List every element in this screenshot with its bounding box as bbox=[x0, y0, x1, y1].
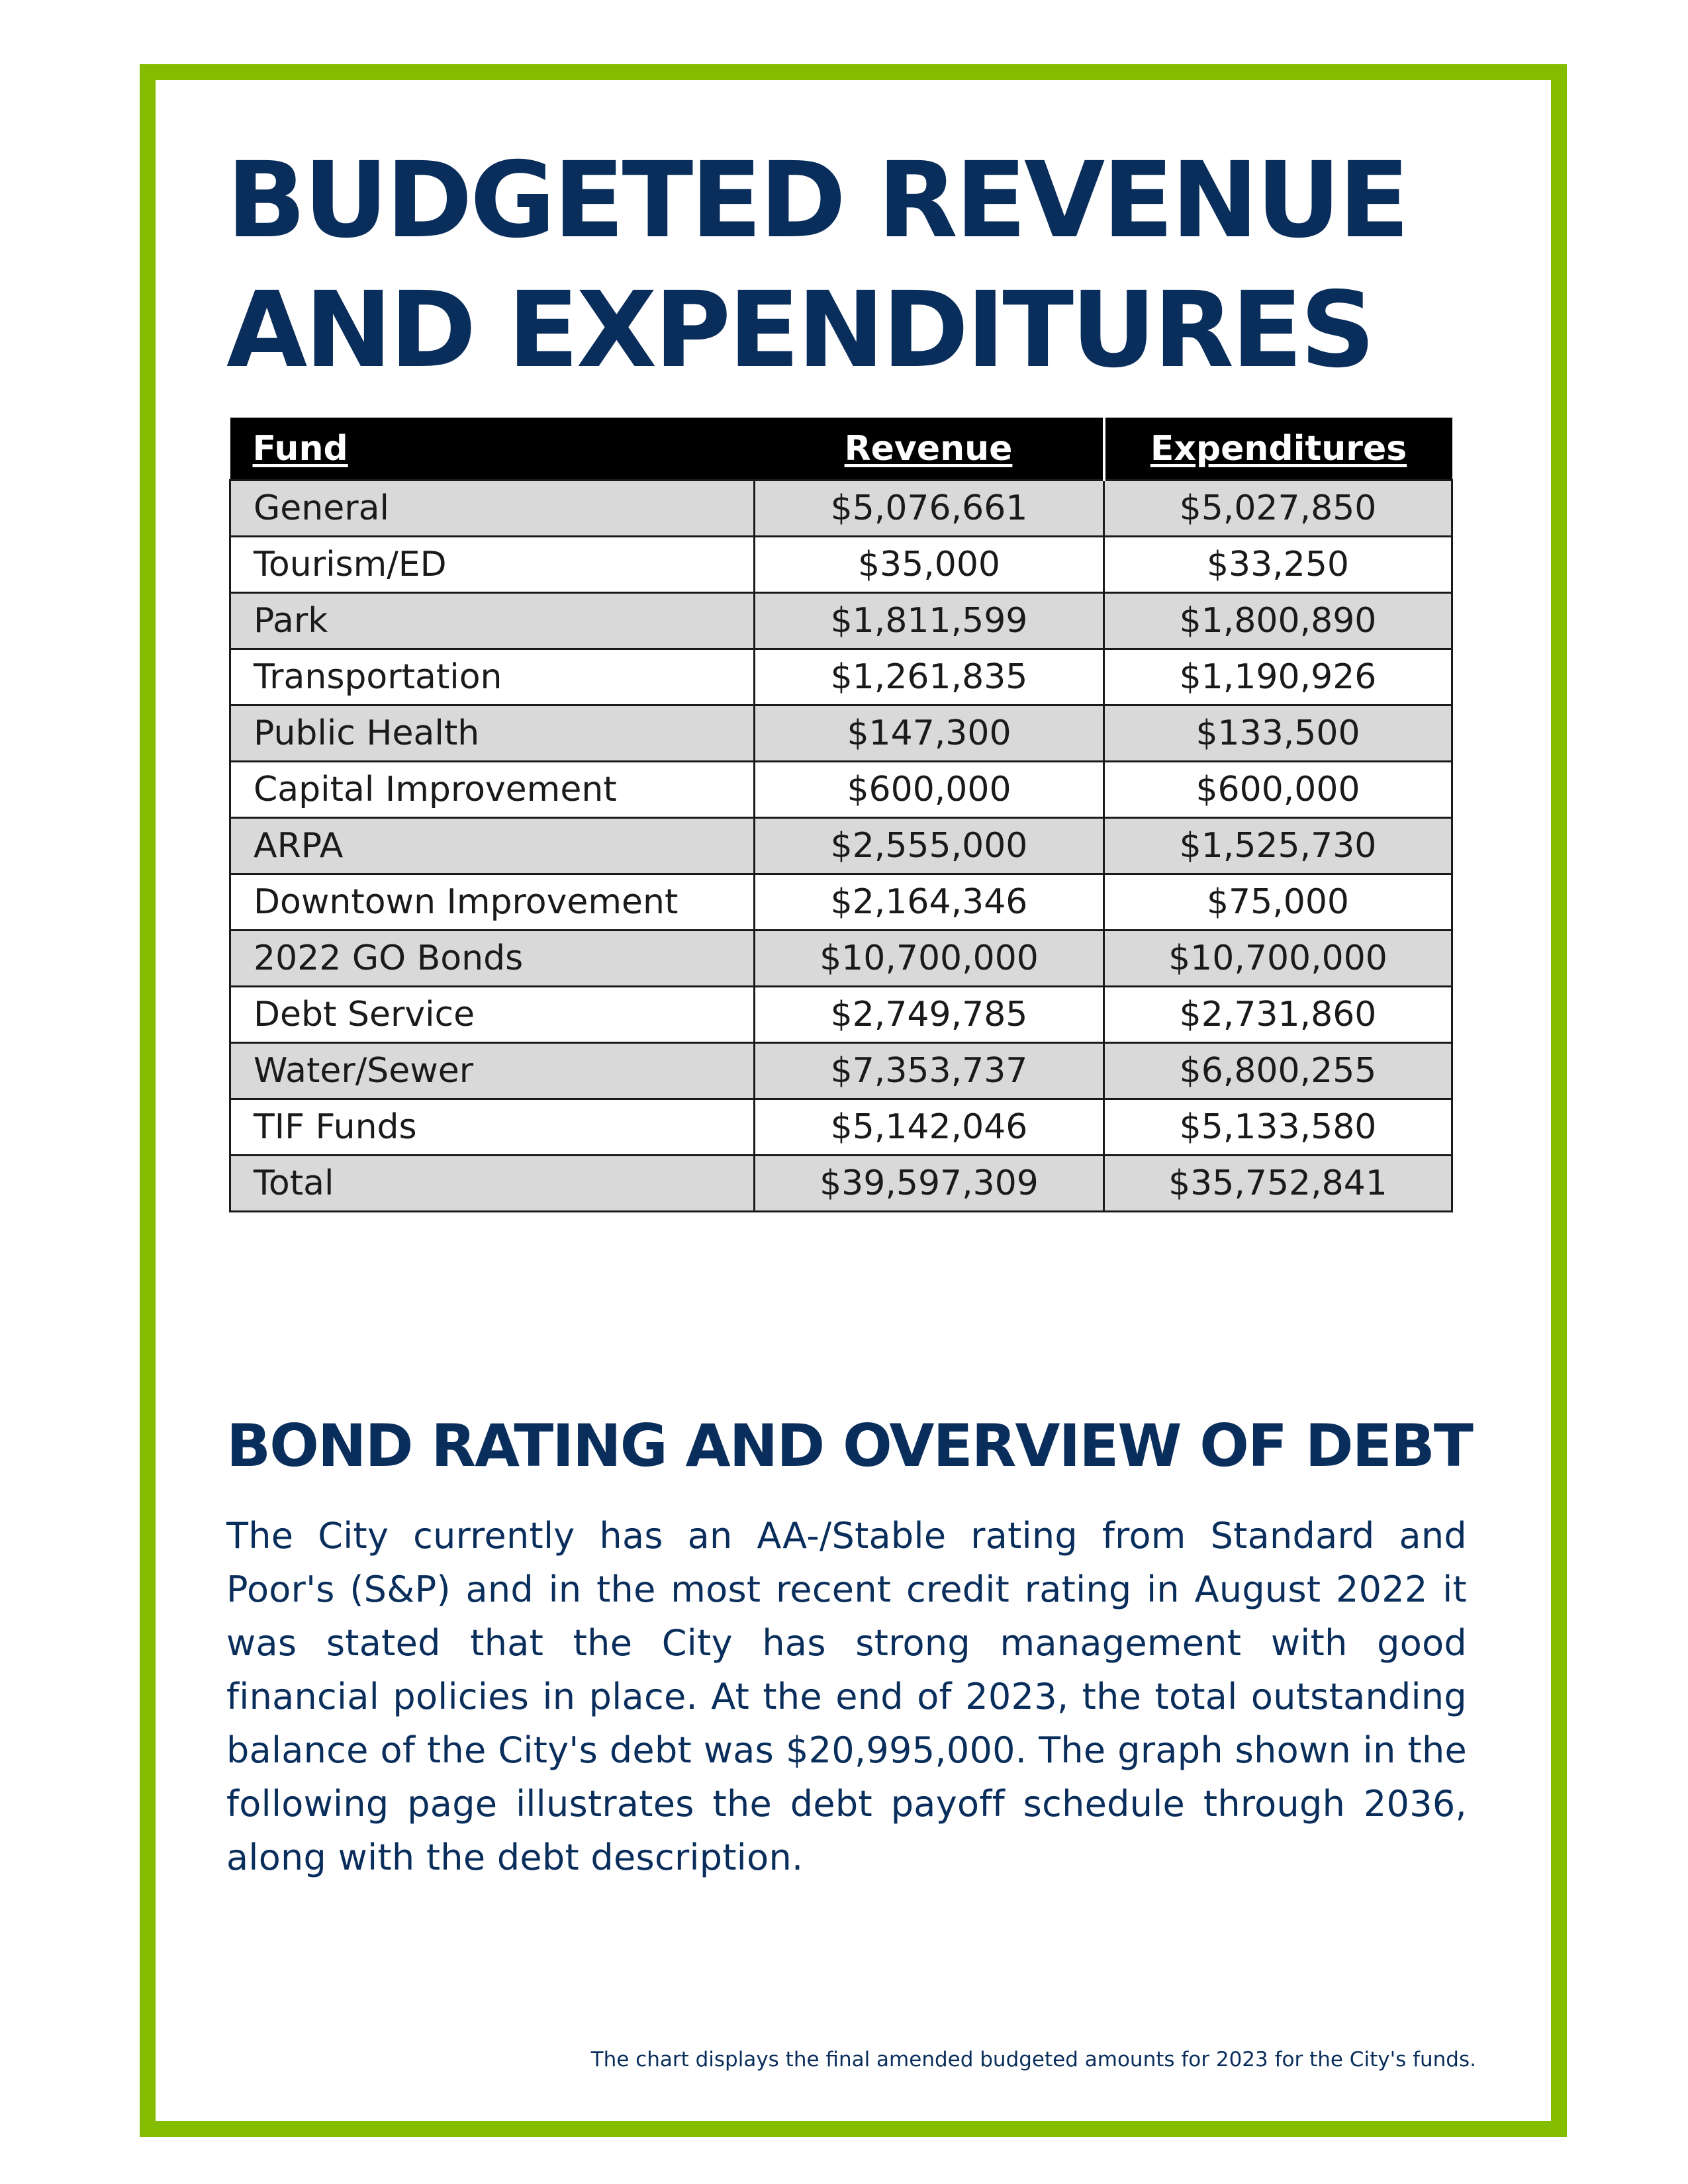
cell-revenue: $2,164,346 bbox=[755, 874, 1104, 931]
table-row bbox=[230, 1099, 1452, 1156]
cell-revenue: $2,749,785 bbox=[755, 987, 1104, 1043]
chart-footnote: The chart displays the final amended budgeted amounts for 2023 for the City's funds. bbox=[590, 2048, 1476, 2071]
cell-revenue: $600,000 bbox=[755, 762, 1104, 818]
cell-fund: Downtown Improvement bbox=[230, 874, 755, 931]
cell-revenue: $35,000 bbox=[755, 537, 1104, 593]
cell-expenditures: $2,731,860 bbox=[1104, 987, 1452, 1043]
budget-table bbox=[229, 418, 1453, 1212]
cell-revenue: $5,142,046 bbox=[755, 1099, 1104, 1156]
table-row bbox=[230, 537, 1452, 593]
table-row bbox=[230, 762, 1452, 818]
cell-expenditures: $600,000 bbox=[1104, 762, 1452, 818]
table-row bbox=[230, 649, 1452, 705]
cell-revenue: $10,700,000 bbox=[755, 931, 1104, 987]
cell-expenditures: $5,027,850 bbox=[1104, 480, 1452, 537]
cell-fund: General bbox=[230, 480, 755, 537]
cell-expenditures: $33,250 bbox=[1104, 537, 1452, 593]
table-row bbox=[230, 874, 1452, 931]
cell-fund: ARPA bbox=[230, 818, 755, 874]
table-row bbox=[230, 593, 1452, 649]
cell-fund: Capital Improvement bbox=[230, 762, 755, 818]
cell-fund: 2022 GO Bonds bbox=[230, 931, 755, 987]
cell-expenditures: $75,000 bbox=[1104, 874, 1452, 931]
header-revenue: Revenue bbox=[755, 418, 1104, 480]
cell-expenditures: $1,190,926 bbox=[1104, 649, 1452, 705]
cell-expenditures: $1,525,730 bbox=[1104, 818, 1452, 874]
cell-revenue: $1,811,599 bbox=[755, 593, 1104, 649]
cell-expenditures: $6,800,255 bbox=[1104, 1043, 1452, 1099]
cell-fund: Transportation bbox=[230, 649, 755, 705]
page-title: BUDGETED REVENUE AND EXPENDITURES bbox=[226, 140, 1407, 391]
cell-revenue: $1,261,835 bbox=[755, 649, 1104, 705]
cell-expenditures: $10,700,000 bbox=[1104, 931, 1452, 987]
budget-table-container bbox=[229, 418, 1451, 1212]
cell-fund: Public Health bbox=[230, 705, 755, 762]
header-fund: Fund bbox=[230, 418, 755, 480]
cell-fund: Total bbox=[230, 1156, 755, 1212]
table-row bbox=[230, 1043, 1452, 1099]
cell-revenue: $39,597,309 bbox=[755, 1156, 1104, 1212]
table-row bbox=[230, 987, 1452, 1043]
cell-revenue: $7,353,737 bbox=[755, 1043, 1104, 1099]
cell-fund: Debt Service bbox=[230, 987, 755, 1043]
cell-fund: Tourism/ED bbox=[230, 537, 755, 593]
cell-expenditures: $1,800,890 bbox=[1104, 593, 1452, 649]
cell-expenditures: $35,752,841 bbox=[1104, 1156, 1452, 1212]
table-row bbox=[230, 705, 1452, 762]
cell-revenue: $5,076,661 bbox=[755, 480, 1104, 537]
cell-fund: Water/Sewer bbox=[230, 1043, 755, 1099]
cell-expenditures: $5,133,580 bbox=[1104, 1099, 1452, 1156]
cell-fund: Park bbox=[230, 593, 755, 649]
table-row bbox=[230, 480, 1452, 537]
bond-section-title: BOND RATING AND OVERVIEW OF DEBT bbox=[226, 1412, 1472, 1480]
table-row bbox=[230, 818, 1452, 874]
cell-revenue: $147,300 bbox=[755, 705, 1104, 762]
header-expenditures: Expenditures bbox=[1104, 418, 1452, 480]
cell-expenditures: $133,500 bbox=[1104, 705, 1452, 762]
cell-fund: TIF Funds bbox=[230, 1099, 755, 1156]
bond-section-body: The City currently has an AA-/Stable rating from Standard and Poor's (S&P) and in the most recent credit rating in August 2022 it was stated that the City has strong management with good financial policies in place. At the end of 2023, the total outstanding balance of the City's debt was $20,995,000. The graph shown in the following page illustrates the debt payoff schedule through 2036, along with the debt description. bbox=[226, 1515, 1467, 1878]
table-header-row bbox=[230, 418, 1452, 480]
table-row-total bbox=[230, 1156, 1452, 1212]
cell-revenue: $2,555,000 bbox=[755, 818, 1104, 874]
table-row bbox=[230, 931, 1452, 987]
